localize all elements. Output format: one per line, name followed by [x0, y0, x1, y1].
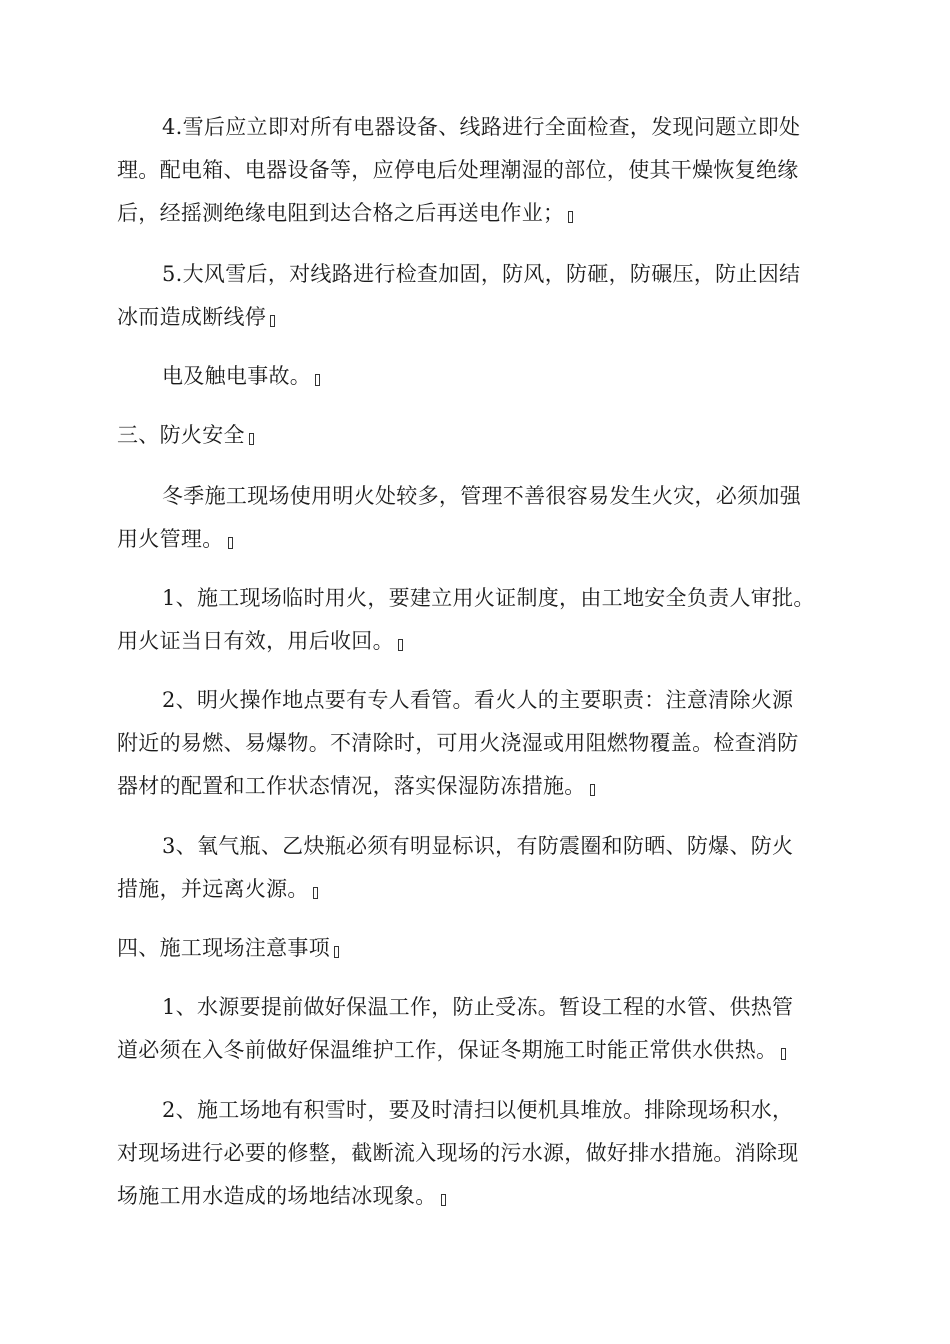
- section-heading: 四、施工现场注意事项: [117, 933, 339, 963]
- paragraph-line: 2、施工场地有积雪时，要及时清扫以便机具堆放。排除现场积水，: [162, 1098, 794, 1122]
- paragraph-line: 道必须在入冬前做好保温维护工作，保证冬期施工时能正常供水供热。: [117, 1035, 786, 1065]
- paragraph-line: 4.雪后应立即对所有电器设备、线路进行全面检查，发现问题立即处: [162, 115, 801, 139]
- paragraph-line: 器材的配置和工作状态情况，落实保湿防冻措施。: [117, 771, 595, 801]
- paragraph-mark-icon: [568, 211, 573, 223]
- paragraph-line: 后，经摇测绝缘电阻到达合格之后再送电作业；: [117, 198, 573, 228]
- paragraph-mark-icon: [441, 1194, 446, 1206]
- paragraph-line: 附近的易燃、易爆物。不清除时，可用火浇湿或用阻燃物覆盖。检查消防: [117, 731, 799, 755]
- paragraph-mark-icon: [228, 537, 233, 549]
- paragraph-line: 对现场进行必要的修整，截断流入现场的污水源，做好排水措施。消除现: [117, 1141, 799, 1165]
- section-heading: 三、防火安全: [117, 420, 254, 450]
- paragraph-line: 2、明火操作地点要有专人看管。看火人的主要职责：注意清除火源: [162, 688, 794, 712]
- paragraph-line: 5.大风雪后，对线路进行检查加固，防风，防砸，防碾压，防止因结: [162, 262, 801, 286]
- paragraph-line: 理。配电箱、电器设备等，应停电后处理潮湿的部位，使其干燥恢复绝缘: [117, 158, 799, 182]
- paragraph-mark-icon: [334, 946, 339, 958]
- paragraph-line: 措施，并远离火源。: [117, 874, 318, 904]
- paragraph-line: 用火管理。: [117, 524, 233, 554]
- paragraph-mark-icon: [398, 639, 403, 651]
- paragraph-mark-icon: [249, 433, 254, 445]
- paragraph-line: 3、氧气瓶、乙炔瓶必须有明显标识，有防震圈和防晒、防爆、防火: [162, 834, 794, 858]
- paragraph-line: 场施工用水造成的场地结冰现象。: [117, 1181, 446, 1211]
- paragraph-mark-icon: [313, 887, 318, 899]
- paragraph-mark-icon: [315, 374, 320, 386]
- paragraph-line: 冰而造成断线停: [117, 302, 275, 332]
- paragraph-line: 1、施工现场临时用火，要建立用火证制度，由工地安全负责人审批。: [162, 586, 815, 610]
- paragraph-mark-icon: [270, 315, 275, 327]
- paragraph-mark-icon: [590, 784, 595, 796]
- paragraph-line: 冬季施工现场使用明火处较多，管理不善很容易发生火灾，必须加强: [162, 484, 801, 508]
- paragraph-line: 1、水源要提前做好保温工作，防止受冻。暂设工程的水管、供热管: [162, 995, 794, 1019]
- paragraph-line: 电及触电事故。: [162, 361, 320, 391]
- paragraph-line: 用火证当日有效，用后收回。: [117, 626, 403, 656]
- paragraph-mark-icon: [781, 1048, 786, 1060]
